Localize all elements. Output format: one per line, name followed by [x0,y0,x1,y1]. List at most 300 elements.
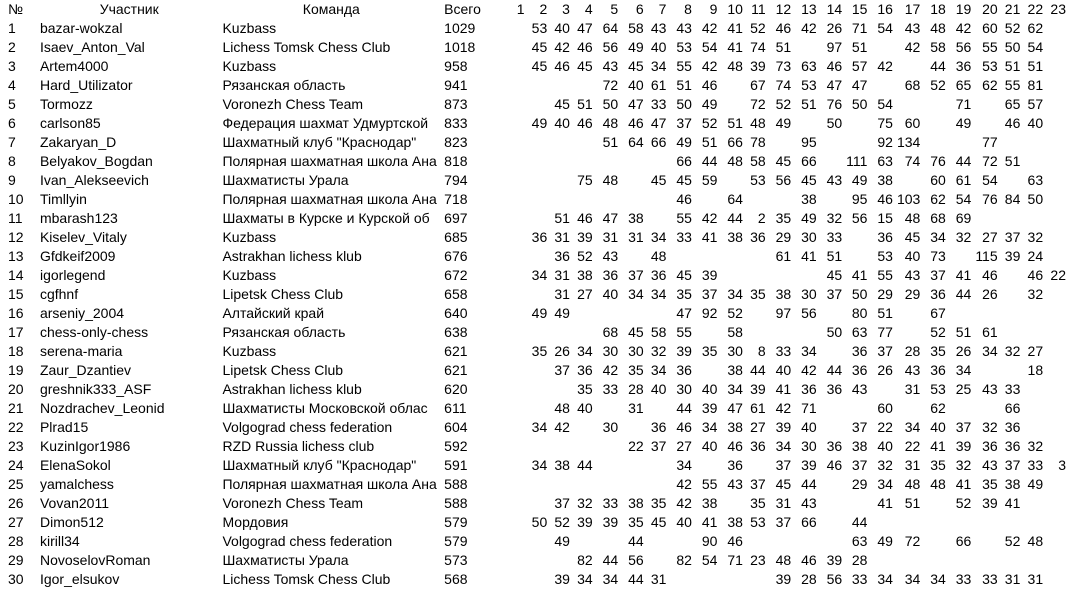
round-score [819,532,845,551]
round-score: 68 [602,324,619,340]
round-score: 38 [801,191,817,207]
round-score [768,190,794,209]
round-score: 97 [775,305,792,321]
row-number: 5 [8,96,16,112]
standings-table [6,0,1068,589]
round-score: 49 [628,39,644,55]
total-score: 794 [444,172,468,188]
player-name: Isaev_Anton_Val [39,39,145,55]
round-score: 36 [554,248,570,264]
round-score: 64 [727,191,743,207]
team-name: Шахматисты Московской облас [222,400,428,416]
round-score: 36 [877,229,893,245]
round-score [973,209,999,228]
round-score [1000,209,1023,228]
round-score [572,304,595,323]
round-score: 41 [955,476,972,492]
round-score: 26 [982,286,998,302]
round-score [595,456,621,475]
round-score [745,532,768,551]
round-score: 51 [1004,153,1021,169]
round-score: 36 [676,362,692,378]
round-score [1045,551,1068,570]
round-score [504,551,526,570]
round-score: 46 [577,115,593,131]
round-score [1045,190,1068,209]
round-score: 45 [676,172,692,188]
round-score: 38 [1004,476,1021,492]
round-score: 46 [1004,115,1021,131]
player-name: NovoselovRoman [39,552,151,568]
round-score [973,551,999,570]
round-score: 71 [727,552,743,568]
round-score: 50 [602,96,619,112]
round-score: 33 [650,96,667,112]
table-row [6,38,1068,57]
round-score: 50 [1004,39,1021,55]
header-round-17: 17 [904,1,921,17]
round-score: 54 [877,20,893,36]
round-score: 61 [650,77,667,93]
table-row [6,437,1068,456]
round-score: 38 [577,267,593,283]
round-score: 82 [577,552,593,568]
round-score: 25 [955,381,972,397]
row-number: 22 [8,419,24,435]
player-name: serena-maria [39,343,123,359]
round-score [1045,57,1068,76]
round-score [895,57,922,76]
round-score: 44 [851,514,868,530]
round-score: 115 [975,248,998,264]
table-row [6,266,1068,285]
round-score: 45 [826,267,843,283]
round-score: 27 [982,229,998,245]
total-score: 604 [444,419,468,435]
round-score: 32 [955,457,972,473]
round-score: 43 [602,58,619,74]
round-score: 36 [1004,438,1021,454]
round-score [1000,361,1023,380]
round-score [1045,475,1068,494]
round-score: 45 [628,324,644,340]
round-score: 39 [602,514,619,530]
round-score: 41 [1004,495,1021,511]
round-score [719,570,745,589]
round-score [819,418,845,437]
round-score: 33 [955,571,972,587]
round-score: 59 [701,172,718,188]
total-score: 638 [444,324,468,340]
round-score: 40 [775,362,792,378]
round-score: 48 [727,153,743,169]
round-score: 34 [904,571,921,587]
round-score [620,247,646,266]
round-score [504,114,526,133]
round-score: 55 [701,476,718,492]
round-score [768,133,794,152]
round-score: 45 [650,514,667,530]
total-score: 685 [444,229,468,245]
player-name: Igor_elsukov [39,571,120,587]
round-score [620,190,646,209]
row-number: 27 [8,514,24,530]
round-score: 35 [701,343,718,359]
round-score: 74 [775,77,792,93]
table-row [6,323,1068,342]
round-score: 76 [982,191,998,207]
round-score [1045,152,1068,171]
round-score: 80 [851,305,868,321]
round-score [668,570,694,589]
team-name: Lichess Tomsk Chess Club [222,39,391,55]
round-score: 90 [701,533,718,549]
round-score: 43 [851,381,868,397]
round-score: 40 [930,419,946,435]
round-score [527,532,550,551]
round-score [973,513,999,532]
round-score [549,152,572,171]
round-score: 40 [554,20,570,36]
round-score: 22 [628,438,644,454]
row-number: 29 [8,552,24,568]
round-score: 60 [904,115,921,131]
player-name: Zakaryan_D [39,134,117,150]
round-score: 39 [577,229,593,245]
round-score: 36 [826,381,843,397]
round-score: 46 [982,267,998,283]
round-score: 45 [775,153,792,169]
round-score: 36 [650,267,667,283]
row-number: 2 [8,39,16,55]
table-row [6,361,1068,380]
round-score [719,247,745,266]
round-score [768,323,794,342]
round-score: 50 [826,324,843,340]
round-score: 45 [650,172,667,188]
round-score: 43 [982,457,998,473]
round-score: 34 [577,343,593,359]
round-score: 63 [877,153,893,169]
round-score: 51 [826,248,843,264]
round-score [948,513,974,532]
player-name: Ivan_Alekseevich [39,172,149,188]
round-score: 38 [628,210,644,226]
round-score: 30 [628,343,644,359]
round-score [1022,513,1045,532]
round-score: 41 [930,438,946,454]
round-score: 8 [757,343,766,359]
round-score: 47 [577,20,593,36]
table-row [6,190,1068,209]
round-score [844,399,869,418]
round-score: 66 [1004,400,1021,416]
round-score: 41 [877,495,893,511]
round-score: 51 [904,495,921,511]
round-score [549,551,572,570]
header-round-4: 4 [584,1,593,17]
round-score: 44 [701,153,718,169]
round-score: 39 [750,381,766,397]
round-score: 32 [1027,229,1044,245]
header-player: Участник [99,1,159,17]
header-round-10: 10 [727,1,743,17]
round-score: 36 [955,58,972,74]
round-score: 32 [877,457,893,473]
team-name: Kuzbass [222,58,277,74]
round-score: 46 [727,533,743,549]
round-score: 44 [727,210,743,226]
round-score [527,247,550,266]
round-score: 38 [727,362,743,378]
round-score: 35 [676,286,692,302]
round-score [844,228,869,247]
round-score: 37 [676,115,692,131]
round-score [527,95,550,114]
header-team: Команда [302,1,360,17]
round-score: 49 [851,172,868,188]
header-round-1: 1 [516,1,525,17]
team-name: Шахматисты Урала [222,172,349,188]
round-score: 62 [1027,20,1044,36]
round-score [1000,513,1023,532]
round-score [895,551,922,570]
table-row [6,95,1068,114]
round-score: 58 [727,324,743,340]
round-score: 39 [676,343,692,359]
row-number: 26 [8,495,24,511]
total-score: 588 [444,495,468,511]
round-score [1045,323,1068,342]
row-number: 21 [8,400,24,416]
round-score: 66 [727,134,743,150]
round-score [869,551,895,570]
round-score [1045,209,1068,228]
round-score: 36 [650,419,667,435]
round-score: 34 [727,381,743,397]
round-score: 40 [904,248,921,264]
round-score [1000,323,1023,342]
round-score [504,456,526,475]
round-score: 49 [554,533,570,549]
table-row [6,76,1068,95]
round-score [895,304,922,323]
header-round-15: 15 [851,1,868,17]
round-score [719,266,745,285]
round-score [504,399,526,418]
round-score: 34 [701,419,718,435]
round-score: 33 [1027,457,1044,473]
total-score: 1029 [444,20,476,36]
round-score [527,209,550,228]
team-name: Lichess Tomsk Chess Club [222,571,391,587]
round-score: 33 [982,571,998,587]
round-score: 53 [750,172,766,188]
total-score: 579 [444,514,468,530]
round-score: 46 [877,191,893,207]
round-score: 34 [602,571,619,587]
round-score: 35 [775,210,792,226]
round-score: 38 [628,495,644,511]
table-row [6,418,1068,437]
round-score [527,285,550,304]
round-score: 40 [676,514,692,530]
round-score [1045,380,1068,399]
round-score: 34 [727,286,743,302]
round-score: 60 [877,400,893,416]
round-score: 61 [775,248,792,264]
round-score: 75 [577,172,593,188]
round-score [745,247,768,266]
round-score [1022,209,1045,228]
round-score: 47 [628,96,644,112]
round-score: 51 [602,134,619,150]
round-score [869,38,895,57]
round-score: 26 [877,362,893,378]
round-score [1022,304,1045,323]
total-score: 873 [444,96,468,112]
round-score: 37 [628,267,644,283]
round-score: 44 [801,476,817,492]
round-score [719,171,745,190]
round-score [973,399,999,418]
round-score [1000,266,1023,285]
round-score: 45 [801,172,817,188]
round-score: 43 [602,248,619,264]
row-number: 3 [8,58,16,74]
round-score: 47 [851,77,868,93]
round-score: 43 [904,20,921,36]
round-score [1045,494,1068,513]
round-score: 77 [982,134,998,150]
round-score [527,475,550,494]
round-score: 42 [877,58,893,74]
table-row [6,133,1068,152]
round-score [895,95,922,114]
round-score: 48 [602,172,619,188]
team-name: Шахматы в Курске и Курской об [222,210,430,226]
round-score: 35 [982,476,998,492]
round-score: 72 [750,96,766,112]
round-score [745,266,768,285]
row-number: 11 [8,210,23,226]
round-score [1000,133,1023,152]
round-score [745,190,768,209]
round-score: 37 [701,286,718,302]
round-score [694,323,720,342]
round-score [922,532,948,551]
round-score: 42 [554,419,570,435]
round-score: 66 [676,153,692,169]
round-score [572,190,595,209]
round-score: 45 [628,58,644,74]
round-score [527,190,550,209]
round-score: 57 [851,58,868,74]
row-number: 9 [8,172,16,188]
header-round-22: 22 [1027,1,1044,17]
team-name: Мордовия [222,514,289,530]
table-row [6,532,1068,551]
round-score [1045,513,1068,532]
round-score: 31 [628,400,644,416]
round-score: 3 [1058,457,1066,473]
round-score: 35 [650,495,667,511]
player-name: Artem4000 [39,58,109,74]
round-score [869,513,895,532]
round-score [948,133,974,152]
round-score: 39 [750,58,766,74]
round-score: 32 [577,495,593,511]
round-score: 45 [531,58,548,74]
round-score: 50 [676,96,692,112]
round-score: 35 [628,514,644,530]
table-row [6,551,1068,570]
round-score: 24 [1027,248,1044,264]
round-score: 52 [1004,20,1021,36]
round-score [504,152,526,171]
round-score: 26 [826,20,843,36]
round-score: 62 [982,77,998,93]
team-name: Kuzbass [222,20,277,36]
round-score [504,190,526,209]
round-score: 37 [955,419,972,435]
round-score [620,152,646,171]
round-score [1045,304,1068,323]
round-score: 37 [775,514,792,530]
round-score [646,456,669,475]
player-name: KuzinIgor1986 [39,438,131,454]
row-number: 25 [8,476,24,492]
round-score: 31 [554,267,570,283]
round-score: 27 [676,438,692,454]
round-score [922,551,948,570]
round-score [768,266,794,285]
round-score: 71 [955,96,972,112]
round-score: 30 [801,286,817,302]
round-score: 55 [676,58,692,74]
round-score: 38 [727,229,743,245]
round-score [549,323,572,342]
round-score [1045,38,1068,57]
row-number: 10 [8,191,24,207]
round-score: 56 [955,39,972,55]
round-score [572,76,595,95]
round-score: 72 [602,77,619,93]
round-score: 40 [602,286,619,302]
round-score: 44 [955,153,972,169]
round-score: 41 [851,267,868,283]
round-score: 51 [851,39,868,55]
row-number: 16 [8,305,24,321]
total-score: 573 [444,552,468,568]
round-score: 36 [982,438,998,454]
round-score: 39 [554,571,570,587]
header-round-12: 12 [775,1,792,17]
round-score [572,418,595,437]
round-score: 37 [1004,457,1021,473]
round-score [572,133,595,152]
round-score: 72 [904,533,921,549]
round-score: 52 [930,77,946,93]
round-score [819,152,845,171]
round-score: 40 [801,419,817,435]
round-score [620,304,646,323]
round-score [504,266,526,285]
round-score: 31 [1004,571,1021,587]
total-score: 658 [444,286,468,302]
table-row [6,342,1068,361]
round-score: 31 [628,229,644,245]
